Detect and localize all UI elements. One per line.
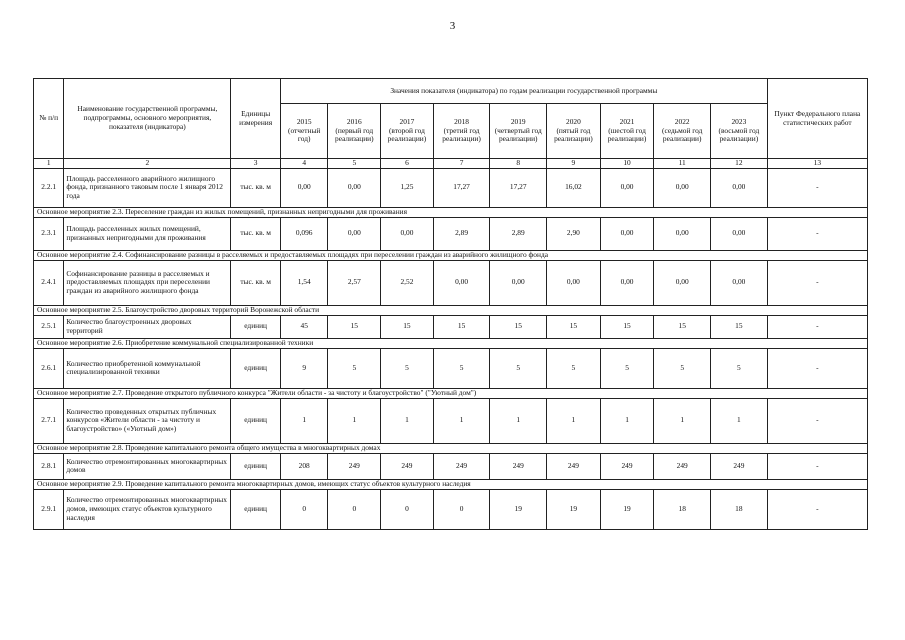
value-cell: 0,00	[490, 260, 547, 305]
value-cell: 5	[328, 348, 381, 388]
section-title: Основное мероприятие 2.8. Проведение капитального ремонта общего имущества в многоквартирных домах	[34, 443, 868, 453]
column-number: 4	[280, 159, 328, 169]
header-values-group: Значения показателя (индикатора) по годам реализации государственной программы	[280, 79, 767, 104]
table-row	[34, 398, 868, 443]
section-row	[34, 443, 868, 453]
stat-cell: -	[767, 453, 867, 479]
table-row	[34, 315, 868, 338]
value-cell: 0,00	[600, 168, 654, 207]
value-cell: 18	[711, 489, 768, 529]
value-cell: 0	[381, 489, 434, 529]
header-year-note: (шестой год реализации)	[607, 125, 647, 144]
value-cell: 0,00	[547, 260, 601, 305]
stat-cell: -	[767, 260, 867, 305]
value-cell: 208	[280, 453, 328, 479]
unit-cell: единиц	[231, 453, 281, 479]
header-year-value: 2020	[566, 116, 581, 126]
indicator-name: Софинансирование разницы в расселяемых и предоставляемых площадях при переселении граждан из аварийного жилищного фонда	[64, 260, 231, 305]
unit-cell: единиц	[231, 315, 281, 338]
column-number: 2	[64, 159, 231, 169]
value-cell: 19	[547, 489, 601, 529]
value-cell: 15	[490, 315, 547, 338]
header-year-note: (второй год реализации)	[387, 125, 427, 144]
column-number: 9	[547, 159, 601, 169]
value-cell: 1	[280, 398, 328, 443]
row-number: 2.8.1	[34, 453, 64, 479]
column-number: 10	[600, 159, 654, 169]
indicator-name: Площадь расселенных жилых помещений, признанных непригодными для проживания	[64, 217, 231, 250]
column-number: 5	[328, 159, 381, 169]
indicator-name: Количество отремонтированных многоквартирных домов	[64, 453, 231, 479]
value-cell: 0	[433, 489, 490, 529]
value-cell: 5	[600, 348, 654, 388]
value-cell: 9	[280, 348, 328, 388]
section-row	[34, 207, 868, 217]
header-name: Наименование государственной программы, подпрограммы, основного мероприятия, показателя (индикатора)	[64, 79, 231, 159]
value-cell: 18	[654, 489, 711, 529]
row-number: 2.9.1	[34, 489, 64, 529]
value-cell: 2,89	[433, 217, 490, 250]
unit-cell: единиц	[231, 489, 281, 529]
stat-cell: -	[767, 315, 867, 338]
value-cell: 0	[280, 489, 328, 529]
value-cell: 1	[547, 398, 601, 443]
value-cell: 17,27	[433, 168, 490, 207]
column-number: 3	[231, 159, 281, 169]
row-number: 2.6.1	[34, 348, 64, 388]
stat-cell: -	[767, 398, 867, 443]
table-row	[34, 453, 868, 479]
value-cell: 17,27	[490, 168, 547, 207]
column-number: 12	[711, 159, 768, 169]
unit-cell: тыс. кв. м	[231, 168, 281, 207]
header-unit: Единицы измерения	[231, 79, 281, 159]
value-cell: 5	[654, 348, 711, 388]
value-cell: 249	[654, 453, 711, 479]
header-year-2017	[381, 104, 434, 159]
header-year-note: (первый год реализации)	[335, 125, 374, 144]
value-cell: 0,00	[381, 217, 434, 250]
section-row	[34, 305, 868, 315]
section-title: Основное мероприятие 2.9. Проведение капитального ремонта многоквартирных домов, имеющих статус объектов культурного наследия	[34, 479, 868, 489]
value-cell: 0,00	[600, 217, 654, 250]
header-year-value: 2022	[674, 116, 690, 126]
stat-cell: -	[767, 217, 867, 250]
value-cell: 1,54	[280, 260, 328, 305]
section-row	[34, 388, 868, 398]
value-cell: 1	[433, 398, 490, 443]
header-year-2019	[490, 104, 547, 159]
value-cell: 1	[600, 398, 654, 443]
value-cell: 15	[711, 315, 768, 338]
header-year-2021	[600, 104, 654, 159]
page-number: 3	[449, 20, 456, 32]
table-row	[34, 489, 868, 529]
section-title: Основное мероприятие 2.7. Проведение открытого публичного конкурса "Жители области - за чистоту и благоустройство" ("Уютный дом")	[34, 388, 868, 398]
header-year-2018	[433, 104, 490, 159]
stat-cell: -	[767, 168, 867, 207]
unit-cell: единиц	[231, 398, 281, 443]
header-num: № п/п	[34, 79, 64, 159]
section-title: Основное мероприятие 2.6. Приобретение коммунальной специализированной техники	[34, 338, 868, 348]
value-cell: 0,00	[433, 260, 490, 305]
header-year-2020	[547, 104, 601, 159]
stat-cell: -	[767, 348, 867, 388]
value-cell: 16,02	[547, 168, 601, 207]
table-row	[34, 168, 868, 207]
value-cell: 1	[381, 398, 434, 443]
value-cell: 249	[547, 453, 601, 479]
stat-cell: -	[767, 489, 867, 529]
indicator-name: Количество приобретенной коммунальной специализированной техники	[64, 348, 231, 388]
value-cell: 0,00	[654, 217, 711, 250]
unit-cell: тыс. кв. м	[231, 217, 281, 250]
value-cell: 2,57	[328, 260, 381, 305]
value-cell: 1,25	[381, 168, 434, 207]
column-number: 6	[381, 159, 434, 169]
value-cell: 0,096	[280, 217, 328, 250]
value-cell: 5	[381, 348, 434, 388]
table-row	[34, 217, 868, 250]
column-number: 11	[654, 159, 711, 169]
header-stat: Пункт Федерального плана статистических работ	[767, 79, 867, 159]
row-number: 2.3.1	[34, 217, 64, 250]
value-cell: 19	[600, 489, 654, 529]
value-cell: 2,52	[381, 260, 434, 305]
header-year-value: 2023	[731, 116, 747, 126]
header-year-value: 2016	[346, 116, 362, 126]
header-year-value: 2015	[296, 116, 312, 126]
value-cell: 15	[433, 315, 490, 338]
column-number: 13	[767, 159, 867, 169]
header-year-note: (третий год реализации)	[442, 125, 481, 144]
row-number: 2.4.1	[34, 260, 64, 305]
value-cell: 1	[711, 398, 768, 443]
header-year-note: (восьмой год реализации)	[718, 125, 760, 144]
header-year-note: (пятый год реализации)	[554, 125, 593, 144]
value-cell: 0	[328, 489, 381, 529]
section-row	[34, 250, 868, 260]
value-cell: 2,90	[547, 217, 601, 250]
header-year-2022	[654, 104, 711, 159]
column-number: 8	[490, 159, 547, 169]
value-cell: 249	[328, 453, 381, 479]
row-number: 2.7.1	[34, 398, 64, 443]
value-cell: 15	[654, 315, 711, 338]
value-cell: 15	[381, 315, 434, 338]
indicator-name: Количество благоустроенных дворовых территорий	[64, 315, 231, 338]
value-cell: 1	[328, 398, 381, 443]
value-cell: 5	[711, 348, 768, 388]
section-row	[34, 338, 868, 348]
value-cell: 0,00	[711, 260, 768, 305]
header-year-note: (седьмой год реализации)	[661, 125, 703, 144]
row-number: 2.5.1	[34, 315, 64, 338]
table-row	[34, 348, 868, 388]
section-row	[34, 479, 868, 489]
header-year-note: (четвертый год реализации)	[494, 125, 542, 144]
value-cell: 249	[711, 453, 768, 479]
value-cell: 5	[547, 348, 601, 388]
section-title: Основное мероприятие 2.4. Софинансирование разницы в расселяемых и предоставляемых площадях при переселении граждан из аварийного жилищного фонда	[34, 250, 868, 260]
value-cell: 0,00	[280, 168, 328, 207]
value-cell: 0,00	[711, 217, 768, 250]
header-year-note: (отчетный год)	[288, 125, 321, 144]
value-cell: 249	[433, 453, 490, 479]
value-cell: 1	[490, 398, 547, 443]
indicator-name: Площадь расселенного аварийного жилищного фонда, признанного таковым после 1 января 2012 года	[64, 168, 231, 207]
value-cell: 5	[433, 348, 490, 388]
value-cell: 1	[654, 398, 711, 443]
value-cell: 249	[490, 453, 547, 479]
indicator-name: Количество отремонтированных многоквартирных домов, имеющих статус объектов культурного наследия	[64, 489, 231, 529]
section-title: Основное мероприятие 2.5. Благоустройство дворовых территорий Воронежской области	[34, 305, 868, 315]
header-year-value: 2019	[510, 116, 526, 126]
value-cell: 19	[490, 489, 547, 529]
value-cell: 15	[600, 315, 654, 338]
value-cell: 0,00	[600, 260, 654, 305]
value-cell: 15	[328, 315, 381, 338]
value-cell: 0,00	[711, 168, 768, 207]
value-cell: 2,89	[490, 217, 547, 250]
value-cell: 15	[547, 315, 601, 338]
header-year-2023	[711, 104, 768, 159]
indicators-table	[33, 78, 868, 530]
unit-cell: единиц	[231, 348, 281, 388]
column-number: 7	[433, 159, 490, 169]
indicator-name: Количество проведенных открытых публичных конкурсов «Жители области - за чистоту и благоустройство» («Уютный дом»)	[64, 398, 231, 443]
value-cell: 0,00	[328, 217, 381, 250]
header-year-value: 2018	[454, 116, 469, 126]
value-cell: 249	[381, 453, 434, 479]
header-year-2015	[280, 104, 328, 159]
value-cell: 5	[490, 348, 547, 388]
header-year-value: 2017	[399, 116, 415, 126]
header-year-2016	[328, 104, 381, 159]
section-title: Основное мероприятие 2.3. Переселение граждан из жилых помещений, признанных непригодными для проживания	[34, 207, 868, 217]
header-year-value: 2021	[619, 116, 635, 126]
table-row	[34, 260, 868, 305]
column-number: 1	[34, 159, 64, 169]
value-cell: 45	[280, 315, 328, 338]
row-number: 2.2.1	[34, 168, 64, 207]
value-cell: 249	[600, 453, 654, 479]
value-cell: 0,00	[328, 168, 381, 207]
value-cell: 0,00	[654, 168, 711, 207]
unit-cell: тыс. кв. м	[231, 260, 281, 305]
value-cell: 0,00	[654, 260, 711, 305]
